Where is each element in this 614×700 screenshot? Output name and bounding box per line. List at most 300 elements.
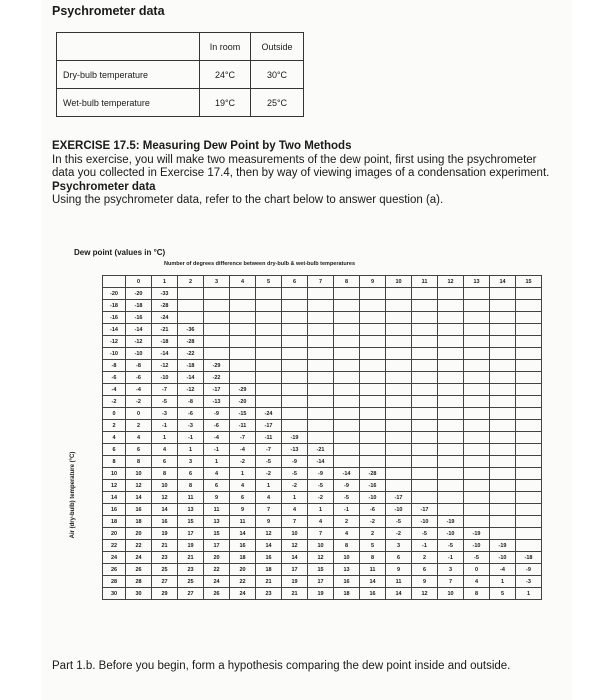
grid-cell <box>516 432 542 444</box>
grid-cell: -2 <box>360 516 386 528</box>
grid-cell <box>438 456 464 468</box>
wet-bulb-outside: 25°C <box>251 89 304 117</box>
grid-column-header: 10 <box>386 276 412 288</box>
grid-cell <box>516 444 542 456</box>
grid-cell <box>516 528 542 540</box>
grid-cell <box>490 504 516 516</box>
header-outside: Outside <box>251 33 304 61</box>
page-title: Psychrometer data <box>52 4 165 18</box>
grid-cell: 4 <box>334 528 360 540</box>
grid-cell: 7 <box>256 504 282 516</box>
grid-cell <box>308 408 334 420</box>
grid-cell: -10 <box>152 372 178 384</box>
exercise-subheading: Psychrometer data <box>52 180 156 193</box>
grid-cell <box>334 456 360 468</box>
grid-cell <box>490 288 516 300</box>
grid-cell <box>386 360 412 372</box>
grid-cell: 12 <box>256 528 282 540</box>
grid-cell: 6 <box>152 456 178 468</box>
grid-cell: -1 <box>438 552 464 564</box>
grid-cell: 23 <box>256 588 282 600</box>
grid-cell <box>516 372 542 384</box>
grid-cell <box>230 324 256 336</box>
grid-cell <box>516 360 542 372</box>
grid-cell: 18 <box>256 564 282 576</box>
grid-cell <box>438 312 464 324</box>
grid-cell <box>412 480 438 492</box>
exercise-heading: EXERCISE 17.5: Measuring Dew Point by Two Methods <box>52 140 352 152</box>
grid-cell: 1 <box>230 468 256 480</box>
table-row <box>57 61 304 89</box>
grid-cell: -12 <box>152 360 178 372</box>
grid-column-header: 12 <box>438 276 464 288</box>
grid-row-temp: 22 <box>103 540 126 552</box>
grid-cell: 15 <box>178 516 204 528</box>
grid-cell <box>334 336 360 348</box>
grid-cell <box>334 300 360 312</box>
grid-column-header: 4 <box>230 276 256 288</box>
grid-row-temp: -12 <box>103 336 126 348</box>
exercise-instruction: Using the psychrometer data, refer to the chart below to answer question (a). <box>52 194 444 206</box>
grid-cell: 6 <box>230 492 256 504</box>
grid-cell: 17 <box>178 528 204 540</box>
grid-cell: 11 <box>360 564 386 576</box>
grid-cell <box>490 516 516 528</box>
grid-cell: -7 <box>256 444 282 456</box>
grid-cell <box>516 384 542 396</box>
grid-cell <box>256 300 282 312</box>
grid-cell <box>360 432 386 444</box>
grid-cell: -14 <box>334 468 360 480</box>
grid-cell: 10 <box>334 552 360 564</box>
grid-cell <box>282 288 308 300</box>
grid-cell: -17 <box>386 492 412 504</box>
grid-cell <box>464 408 490 420</box>
grid-cell: -6 <box>204 420 230 432</box>
grid-cell: 12 <box>126 480 152 492</box>
grid-cell: -10 <box>438 528 464 540</box>
grid-cell <box>438 408 464 420</box>
grid-corner-cell <box>103 276 126 288</box>
grid-cell: 10 <box>282 528 308 540</box>
grid-cell <box>386 444 412 456</box>
grid-cell <box>412 384 438 396</box>
grid-cell: 6 <box>412 564 438 576</box>
grid-cell <box>412 408 438 420</box>
grid-cell: 13 <box>204 516 230 528</box>
grid-cell: 20 <box>204 552 230 564</box>
grid-cell <box>334 420 360 432</box>
grid-cell: -2 <box>308 492 334 504</box>
grid-cell: -21 <box>308 444 334 456</box>
grid-cell: 0 <box>126 408 152 420</box>
grid-cell <box>438 372 464 384</box>
grid-cell <box>412 360 438 372</box>
grid-cell: 8 <box>360 552 386 564</box>
grid-cell: 14 <box>152 504 178 516</box>
grid-cell <box>204 336 230 348</box>
grid-cell: 8 <box>178 480 204 492</box>
grid-cell: -2 <box>386 528 412 540</box>
grid-cell <box>256 372 282 384</box>
grid-cell: 18 <box>230 552 256 564</box>
grid-cell <box>412 372 438 384</box>
grid-cell <box>490 336 516 348</box>
grid-cell <box>464 492 490 504</box>
header-blank-cell <box>57 33 200 61</box>
grid-cell <box>334 324 360 336</box>
grid-column-header: 13 <box>464 276 490 288</box>
grid-cell <box>360 456 386 468</box>
grid-cell: 13 <box>178 504 204 516</box>
grid-cell: -5 <box>438 540 464 552</box>
grid-cell: -9 <box>204 408 230 420</box>
grid-cell: -18 <box>152 336 178 348</box>
grid-cell: 1 <box>516 588 542 600</box>
grid-cell: -8 <box>178 396 204 408</box>
grid-cell: 1 <box>308 504 334 516</box>
grid-cell: -10 <box>360 492 386 504</box>
grid-column-header: 2 <box>178 276 204 288</box>
grid-cell: -3 <box>516 576 542 588</box>
grid-cell <box>516 456 542 468</box>
grid-cell: -17 <box>204 384 230 396</box>
grid-cell: 0 <box>464 564 490 576</box>
grid-cell <box>256 324 282 336</box>
grid-cell: 12 <box>282 540 308 552</box>
grid-cell <box>438 360 464 372</box>
grid-cell: 1 <box>152 432 178 444</box>
grid-cell <box>464 516 490 528</box>
grid-cell: -28 <box>152 300 178 312</box>
grid-row-temp: 14 <box>103 492 126 504</box>
grid-row-temp: 2 <box>103 420 126 432</box>
grid-column-header: 6 <box>282 276 308 288</box>
wet-bulb-in-room: 19°C <box>200 89 251 117</box>
grid-cell <box>412 420 438 432</box>
grid-cell <box>516 504 542 516</box>
grid-cell <box>464 396 490 408</box>
exercise-body: In this exercise, you will make two measurements of the dew point, first using the psychrometer data you collected in Exercise 17.4, then by way of viewing images of a condensation experiment. <box>52 153 550 179</box>
grid-cell: 4 <box>126 432 152 444</box>
grid-cell <box>386 336 412 348</box>
grid-cell <box>438 420 464 432</box>
grid-cell <box>490 396 516 408</box>
grid-cell <box>334 444 360 456</box>
row-label: Wet-bulb temperature <box>57 89 200 117</box>
grid-cell: 11 <box>230 516 256 528</box>
grid-cell: 19 <box>282 576 308 588</box>
grid-column-header: 11 <box>412 276 438 288</box>
grid-cell: -18 <box>126 300 152 312</box>
grid-cell <box>360 360 386 372</box>
grid-cell: 9 <box>204 492 230 504</box>
grid-cell: -2 <box>282 480 308 492</box>
grid-cell: 11 <box>204 504 230 516</box>
grid-cell: 10 <box>308 540 334 552</box>
chart-title: Dew point (values in °C) <box>74 248 166 257</box>
grid-cell: 25 <box>152 564 178 576</box>
grid-cell <box>516 396 542 408</box>
grid-cell: 8 <box>334 540 360 552</box>
grid-row-temp: -14 <box>103 324 126 336</box>
grid-row <box>103 564 542 576</box>
grid-cell: -3 <box>152 408 178 420</box>
grid-cell <box>230 336 256 348</box>
grid-cell: -5 <box>256 456 282 468</box>
grid-cell: 14 <box>126 492 152 504</box>
grid-cell: 20 <box>230 564 256 576</box>
grid-row-temp: 28 <box>103 576 126 588</box>
grid-cell: 8 <box>152 468 178 480</box>
grid-cell <box>334 408 360 420</box>
grid-cell: -10 <box>386 504 412 516</box>
grid-cell <box>490 468 516 480</box>
grid-cell: 10 <box>438 588 464 600</box>
grid-column-header-row <box>103 276 542 288</box>
grid-cell: 7 <box>308 528 334 540</box>
grid-cell: -18 <box>516 552 542 564</box>
grid-cell: 6 <box>204 480 230 492</box>
grid-cell <box>360 396 386 408</box>
grid-cell: 24 <box>204 576 230 588</box>
grid-row-temp: -4 <box>103 384 126 396</box>
grid-cell: 9 <box>386 564 412 576</box>
grid-cell <box>308 312 334 324</box>
grid-cell: 4 <box>204 468 230 480</box>
grid-cell <box>282 360 308 372</box>
grid-row-temp: -8 <box>103 360 126 372</box>
grid-row-temp: 12 <box>103 480 126 492</box>
exercise-section <box>52 140 562 208</box>
grid-cell <box>386 396 412 408</box>
grid-cell: 1 <box>256 480 282 492</box>
grid-row-temp: 0 <box>103 408 126 420</box>
grid-row <box>103 336 542 348</box>
grid-cell <box>230 360 256 372</box>
grid-cell <box>412 468 438 480</box>
grid-cell <box>308 432 334 444</box>
grid-cell <box>490 408 516 420</box>
grid-cell <box>334 396 360 408</box>
grid-cell <box>334 372 360 384</box>
grid-cell <box>360 324 386 336</box>
header-in-room: In room <box>200 33 251 61</box>
grid-cell: 4 <box>464 576 490 588</box>
grid-row <box>103 504 542 516</box>
grid-row <box>103 396 542 408</box>
grid-cell <box>204 324 230 336</box>
grid-cell <box>204 288 230 300</box>
chart-y-label: Air (dry-bulb) temperature (°C) <box>70 451 76 539</box>
grid-cell: -13 <box>204 396 230 408</box>
grid-cell: -18 <box>178 360 204 372</box>
grid-cell <box>386 432 412 444</box>
chart-top-label: Number of degrees difference between dry-bulb & wet-bulb temperatures <box>164 261 356 267</box>
grid-cell: -7 <box>230 432 256 444</box>
grid-cell: 7 <box>438 576 464 588</box>
grid-column-header: 5 <box>256 276 282 288</box>
grid-row <box>103 528 542 540</box>
grid-cell: 26 <box>126 564 152 576</box>
grid-cell: -21 <box>152 324 178 336</box>
grid-cell: -4 <box>126 384 152 396</box>
grid-cell <box>204 312 230 324</box>
grid-cell: -17 <box>256 420 282 432</box>
grid-cell <box>204 300 230 312</box>
grid-cell <box>386 324 412 336</box>
grid-cell <box>464 468 490 480</box>
grid-cell <box>490 360 516 372</box>
grid-cell <box>360 372 386 384</box>
grid-cell <box>256 360 282 372</box>
grid-cell <box>256 348 282 360</box>
grid-cell: 9 <box>412 576 438 588</box>
grid-cell <box>386 372 412 384</box>
grid-cell: 27 <box>152 576 178 588</box>
grid-cell <box>412 288 438 300</box>
grid-cell: -5 <box>282 468 308 480</box>
grid-cell <box>438 432 464 444</box>
grid-cell <box>412 348 438 360</box>
grid-cell <box>178 288 204 300</box>
grid-cell <box>464 300 490 312</box>
grid-cell <box>516 480 542 492</box>
grid-cell: 3 <box>386 540 412 552</box>
grid-cell: -19 <box>282 432 308 444</box>
grid-row-temp: -20 <box>103 288 126 300</box>
grid-cell: -5 <box>152 396 178 408</box>
grid-cell <box>412 492 438 504</box>
grid-cell <box>412 324 438 336</box>
grid-row-temp: -18 <box>103 300 126 312</box>
grid-cell <box>464 348 490 360</box>
grid-cell <box>230 288 256 300</box>
grid-row <box>103 552 542 564</box>
grid-cell: 17 <box>204 540 230 552</box>
grid-cell: -3 <box>178 420 204 432</box>
grid-cell: 21 <box>256 576 282 588</box>
grid-cell <box>282 300 308 312</box>
grid-cell: -2 <box>256 468 282 480</box>
grid-cell <box>490 324 516 336</box>
grid-cell: -2 <box>230 456 256 468</box>
grid-cell: 10 <box>152 480 178 492</box>
grid-cell: -12 <box>178 384 204 396</box>
grid-cell: 24 <box>126 552 152 564</box>
grid-cell: 6 <box>178 468 204 480</box>
grid-cell: 3 <box>178 456 204 468</box>
grid-cell <box>334 348 360 360</box>
grid-row <box>103 288 542 300</box>
grid-cell <box>438 504 464 516</box>
grid-cell <box>386 456 412 468</box>
grid-cell: 4 <box>152 444 178 456</box>
grid-cell: 4 <box>230 480 256 492</box>
grid-cell: -11 <box>256 432 282 444</box>
grid-cell: 16 <box>334 576 360 588</box>
grid-cell <box>490 492 516 504</box>
grid-cell <box>308 372 334 384</box>
grid-row-temp: 26 <box>103 564 126 576</box>
grid-cell: -5 <box>334 492 360 504</box>
grid-column-header: 3 <box>204 276 230 288</box>
grid-cell <box>438 492 464 504</box>
grid-cell <box>464 444 490 456</box>
grid-row-temp: 24 <box>103 552 126 564</box>
grid-cell: 12 <box>412 588 438 600</box>
grid-cell: 15 <box>308 564 334 576</box>
grid-row <box>103 480 542 492</box>
grid-cell <box>360 348 386 360</box>
grid-cell <box>230 300 256 312</box>
grid-cell: -4 <box>204 432 230 444</box>
grid-cell: 24 <box>230 588 256 600</box>
grid-cell: 13 <box>334 564 360 576</box>
grid-column-header: 7 <box>308 276 334 288</box>
grid-cell: 2 <box>412 552 438 564</box>
grid-cell <box>282 348 308 360</box>
grid-cell <box>464 420 490 432</box>
grid-cell: -28 <box>360 468 386 480</box>
grid-cell <box>178 300 204 312</box>
grid-cell <box>516 540 542 552</box>
grid-cell: 19 <box>178 540 204 552</box>
grid-cell: -7 <box>152 384 178 396</box>
grid-cell <box>516 468 542 480</box>
grid-row <box>103 312 542 324</box>
grid-cell: -9 <box>308 468 334 480</box>
grid-cell <box>438 324 464 336</box>
grid-cell <box>308 420 334 432</box>
grid-cell <box>464 336 490 348</box>
grid-cell <box>386 300 412 312</box>
grid-cell <box>438 300 464 312</box>
grid-row <box>103 348 542 360</box>
grid-cell: -9 <box>334 480 360 492</box>
grid-cell <box>516 288 542 300</box>
grid-row <box>103 444 542 456</box>
grid-cell: -24 <box>152 312 178 324</box>
grid-cell <box>490 456 516 468</box>
grid-cell: 2 <box>360 528 386 540</box>
grid-row <box>103 576 542 588</box>
grid-cell: 11 <box>386 576 412 588</box>
grid-cell <box>256 336 282 348</box>
grid-cell <box>490 372 516 384</box>
grid-cell: 9 <box>230 504 256 516</box>
grid-cell: 12 <box>308 552 334 564</box>
grid-cell <box>360 408 386 420</box>
grid-cell <box>464 360 490 372</box>
grid-cell <box>516 492 542 504</box>
grid-cell: 20 <box>126 528 152 540</box>
grid-column-header: 0 <box>126 276 152 288</box>
grid-row-temp: -6 <box>103 372 126 384</box>
grid-cell: 5 <box>490 588 516 600</box>
psychrometer-header-row <box>57 33 304 61</box>
grid-cell <box>386 288 412 300</box>
grid-cell <box>464 312 490 324</box>
grid-row <box>103 432 542 444</box>
grid-row <box>103 408 542 420</box>
grid-cell <box>490 312 516 324</box>
grid-cell <box>490 432 516 444</box>
grid-cell <box>308 288 334 300</box>
grid-cell <box>490 480 516 492</box>
grid-row <box>103 588 542 600</box>
grid-cell: -13 <box>282 444 308 456</box>
